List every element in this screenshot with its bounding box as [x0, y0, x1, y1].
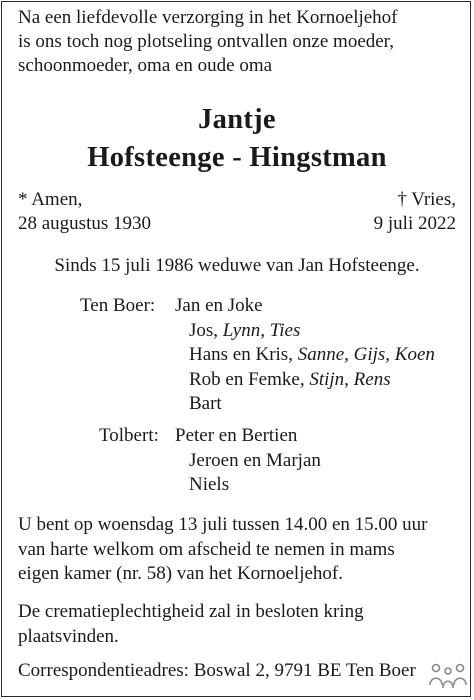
family-line	[175, 343, 435, 368]
correspondence-address: Correspondentieadres: Boswal 2, 9791 BE Ten Boer	[18, 660, 416, 681]
family-people-icon	[428, 661, 468, 693]
parents: Rob en Femke,	[189, 368, 310, 390]
farewell-line: van harte welkom om afscheid te nemen in mams	[18, 538, 395, 560]
grandchildren: Sanne, Gijs, Koen	[297, 344, 435, 365]
farewell-paragraph	[18, 513, 462, 587]
family-line	[175, 319, 435, 344]
farewell-line: eigen kamer (nr. 58) van het Kornoeljehof.	[18, 563, 343, 584]
death-date: 9 juli 2022	[373, 213, 456, 234]
parents: Hans en Kris,	[189, 344, 298, 365]
dates-row	[18, 212, 456, 236]
intro-line: schoonmoeder, oma en oude oma	[18, 55, 273, 76]
life-dates	[18, 188, 456, 236]
cremation-line: De crematieplechtigheid zal in besloten kring	[18, 601, 364, 622]
deceased-surname: Hofsteenge - Hingstman	[87, 142, 387, 173]
grandchildren: Stijn, Rens	[309, 368, 391, 390]
intro-line: Na een liefdevolle verzorging in het Kornoeljehof	[18, 7, 398, 28]
cremation-line: plaatsvinden.	[18, 625, 119, 647]
family-line	[175, 368, 435, 393]
family-line: Niels	[189, 474, 230, 495]
birth-date: 28 augustus 1930	[18, 213, 151, 234]
family-head: Jan en Joke	[175, 295, 263, 316]
birth-place: * Amen,	[18, 189, 83, 210]
intro-text	[18, 6, 458, 78]
deceased-first-name: Jantje	[198, 104, 276, 135]
parents: Jos,	[189, 319, 223, 341]
family-head: Peter en Bertien	[175, 425, 298, 446]
cremation-paragraph	[18, 600, 462, 649]
family-members	[175, 424, 321, 498]
widow-line: Sinds 15 juli 1986 weduwe van Jan Hofsteenge.	[54, 255, 420, 276]
death-place: † Vries,	[397, 189, 456, 210]
family-line	[175, 392, 435, 417]
family-line: Jeroen en Marjan	[189, 449, 321, 471]
farewell-line: U bent op woensdag 13 juli tussen 14.00 en 15.00 uur	[18, 514, 428, 535]
family-place: Ten Boer:	[80, 295, 156, 316]
family-place: Tolbert:	[99, 425, 159, 446]
intro-line: is ons toch nog plotseling ontvallen onze moeder,	[18, 31, 395, 52]
family-members	[175, 294, 435, 417]
grandchildren: Lynn, Ties	[222, 319, 301, 341]
places-row	[18, 188, 456, 212]
parents: Bart	[189, 393, 222, 414]
